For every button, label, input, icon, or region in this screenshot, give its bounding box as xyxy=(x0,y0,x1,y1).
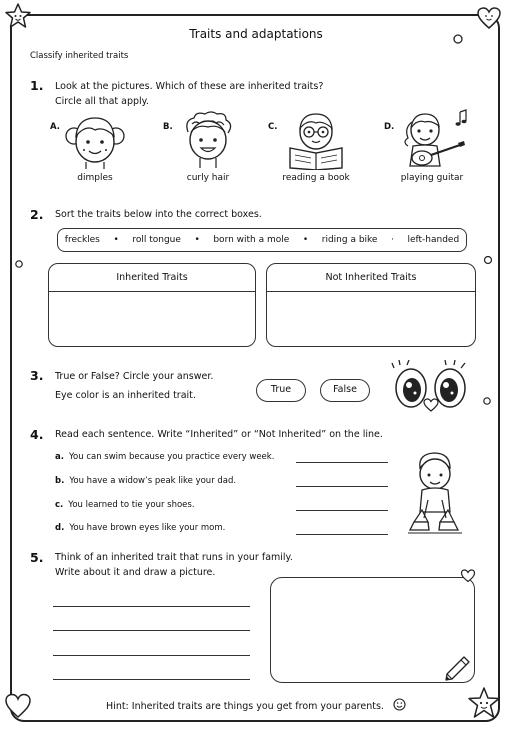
box-header: Inherited Traits xyxy=(49,264,255,292)
question-text: True or False? Circle your answer. xyxy=(55,371,214,382)
question-number: 4. xyxy=(30,427,44,442)
question-number: 5. xyxy=(30,550,44,565)
not-inherited-traits-box[interactable] xyxy=(266,263,476,347)
bullet-separator: · xyxy=(391,235,394,245)
question-number: 1. xyxy=(30,78,44,93)
trait-word[interactable]: born with a mole xyxy=(213,235,290,245)
writing-line[interactable] xyxy=(53,679,250,680)
option-letter: D. xyxy=(384,122,395,132)
option-label: reading a book xyxy=(282,173,350,183)
sentence-item: b. You have a widow’s peak like your dad. xyxy=(55,476,237,486)
box-header: Not Inherited Traits xyxy=(267,264,475,292)
question-text: Look at the pictures. Which of these are inherited traits? Circle all that apply. xyxy=(55,81,324,107)
inherited-traits-box[interactable] xyxy=(48,263,256,347)
option-label: playing guitar xyxy=(400,173,464,183)
eyes-icon xyxy=(388,360,474,414)
heart-icon xyxy=(460,568,476,583)
question-text: Sort the traits below into the correct boxes. xyxy=(55,209,262,220)
option-label: curly hair xyxy=(186,173,230,183)
boy-tying-shoes-icon xyxy=(404,448,468,540)
trait-word[interactable]: freckles xyxy=(64,235,100,245)
star-icon xyxy=(4,2,32,30)
circle-doodle-icon xyxy=(482,396,492,406)
false-button[interactable]: False xyxy=(320,379,370,402)
question-number: 2. xyxy=(30,207,44,222)
circle-doodle-icon xyxy=(483,255,493,265)
option-letter: A. xyxy=(50,122,60,132)
trait-word-bank xyxy=(57,228,467,252)
statement-text: Eye color is an inherited trait. xyxy=(55,390,196,401)
answer-line[interactable] xyxy=(296,510,388,511)
writing-line[interactable] xyxy=(53,606,250,607)
trait-word[interactable]: roll tongue xyxy=(132,235,181,245)
girl-dimples-icon[interactable] xyxy=(64,112,126,170)
pencil-icon xyxy=(442,654,472,682)
answer-line[interactable] xyxy=(296,534,388,535)
question-number: 3. xyxy=(30,368,44,383)
bullet-separator: • xyxy=(194,235,200,245)
option-letter: B. xyxy=(163,122,173,132)
boy-reading-icon[interactable] xyxy=(286,108,346,170)
answer-line[interactable] xyxy=(296,486,388,487)
boy-curly-hair-icon[interactable] xyxy=(180,110,236,170)
answer-line[interactable] xyxy=(296,462,388,463)
bullet-separator: • xyxy=(302,235,309,245)
writing-line[interactable] xyxy=(53,630,250,631)
circle-doodle-icon xyxy=(14,259,24,269)
question-text: Think of an inherited trait that runs in your family. Write about it and draw a picture. xyxy=(55,552,293,578)
option-letter: C. xyxy=(268,122,278,132)
girl-guitar-icon[interactable] xyxy=(398,108,472,172)
sentence-item: c. You learned to tie your shoes. xyxy=(55,500,195,510)
sentence-item: a. You can swim because you practice every week. xyxy=(55,452,275,462)
option-label: dimples xyxy=(77,173,113,183)
writing-line[interactable] xyxy=(53,655,250,656)
trait-word[interactable]: left-handed xyxy=(407,235,460,245)
true-button[interactable]: True xyxy=(256,379,306,402)
trait-word[interactable]: riding a bike xyxy=(321,235,378,245)
page-title: Traits and adaptations xyxy=(189,27,323,41)
hint-text: Hint: Inherited traits are things you get from your parents. xyxy=(0,698,512,712)
smiley-icon xyxy=(393,698,406,711)
bullet-separator: • xyxy=(113,235,119,245)
question-text: Read each sentence. Write “Inherited” or “Not Inherited” on the line. xyxy=(55,429,383,440)
sentence-item: d. You have brown eyes like your mom. xyxy=(55,523,226,533)
page-subtitle: Classify inherited traits xyxy=(30,51,129,61)
